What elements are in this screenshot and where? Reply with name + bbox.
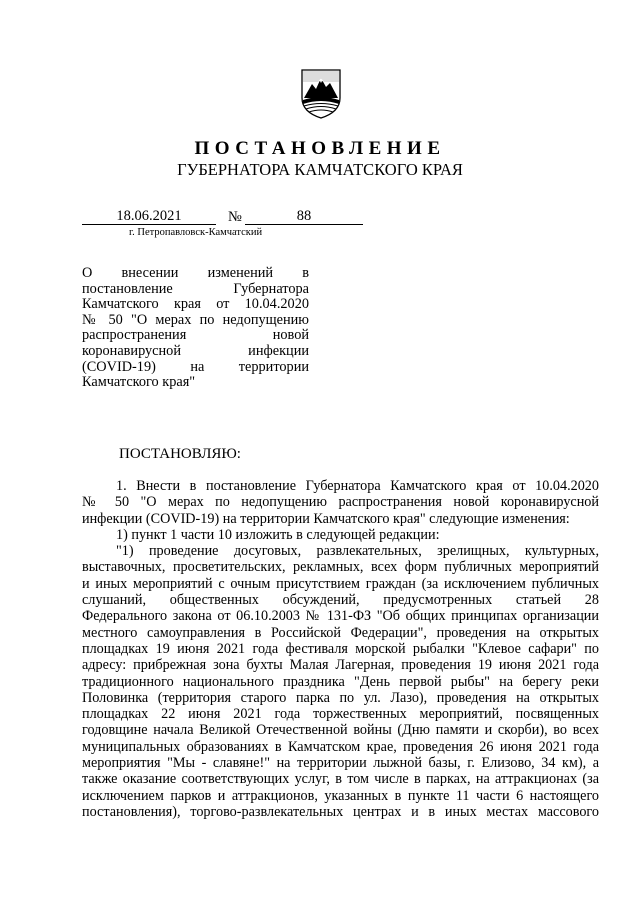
body-line: мероприятия "Мы - славяне!" на территории лыжной базы, г. Елизово, 34 км), а <box>82 755 599 772</box>
issuer-title: ГУБЕРНАТОРА КАМЧАТСКОГО КРАЯ <box>177 160 463 179</box>
body-line: местного самоуправления в Российской Федерации", проведения на открытых <box>82 624 599 641</box>
body-line: № 50 "О мерах по недопущению распространения новой коронавирусной <box>82 494 599 511</box>
number-sign: № <box>228 209 242 225</box>
body-line: 1) пункт 1 части 10 изложить в следующей редакции: <box>116 526 440 543</box>
body-line: Федерального закона от 06.10.2003 № 131-ФЗ "Об общих принципах организации <box>82 608 599 625</box>
body-line: постановления), торгово-развлекательных центрах и в иных местах массового <box>82 803 599 820</box>
document-body <box>82 478 599 820</box>
body-line: традиционного национального праздника "День первой рыбы" на берегу реки <box>82 673 599 690</box>
decree-heading: ПОСТАНОВЛЯЮ: <box>119 446 241 462</box>
subject-line: (COVID-19) на территории <box>82 358 309 375</box>
body-line: и иных мероприятий с очным присутствием граждан (за исключением публичных <box>82 575 599 592</box>
body-line: Половинка (территория старого парка по ул. Лазо), проведения на открытых <box>82 689 599 706</box>
document-city: г. Петропавловск-Камчатский <box>129 227 263 238</box>
body-line: слушаний, общественных обсуждений, предусмотренных статьей 28 <box>82 592 599 609</box>
body-line: исключением парков и аттракционов, указанных в пункте 11 части 6 настоящего <box>82 787 599 804</box>
kamchatka-emblem-icon <box>300 68 342 120</box>
body-line: также оказание соответствующих услуг, в том числе в парках, на аттракционах (за <box>82 771 599 788</box>
body-line: годовщине начала Великой Отечественной войны (Дню памяти и скорби), во всех <box>82 722 599 739</box>
subject-line: О внесении изменений в <box>82 265 309 281</box>
body-line: 1. Внести в постановление Губернатора Камчатского края от 10.04.2020 <box>116 478 599 494</box>
subject-line: распространения новой <box>82 327 309 344</box>
body-line: инфекции (COVID-19) на территории Камчатского края" следующие изменения: <box>82 510 570 527</box>
subject-line: постановление Губернатора <box>82 280 309 297</box>
subject-line: коронавирусной инфекции <box>82 342 309 359</box>
body-line: адресу: прибрежная зона бухты Малая Лагерная, проведения 19 июня 2021 года <box>82 657 599 674</box>
body-line: площадках 19 июня 2021 года фестиваля морской рыбалки "Клевое сафари" по <box>82 640 599 657</box>
document-title: ПОСТАНОВЛЕНИЕ <box>194 138 446 159</box>
document-number: 88 <box>245 209 363 225</box>
subject-line: Камчатского края от 10.04.2020 <box>82 296 309 313</box>
body-line: муниципальных образованиях в Камчатском крае, проведения 26 июня 2021 года <box>82 738 599 755</box>
subject-line: № 50 "О мерах по недопущению <box>82 311 309 328</box>
body-line: "1) проведение досуговых, развлекательных, зрелищных, культурных, <box>116 543 599 560</box>
document-date: 18.06.2021 <box>82 209 216 225</box>
body-line: площадках 22 июня 2021 года торжественных мероприятий, посвященных <box>82 706 599 723</box>
document-subject <box>82 266 309 391</box>
subject-line: Камчатского края" <box>82 374 196 391</box>
body-line: выставочных, просветительских, рекламных, всех форм публичных мероприятий <box>82 559 599 576</box>
